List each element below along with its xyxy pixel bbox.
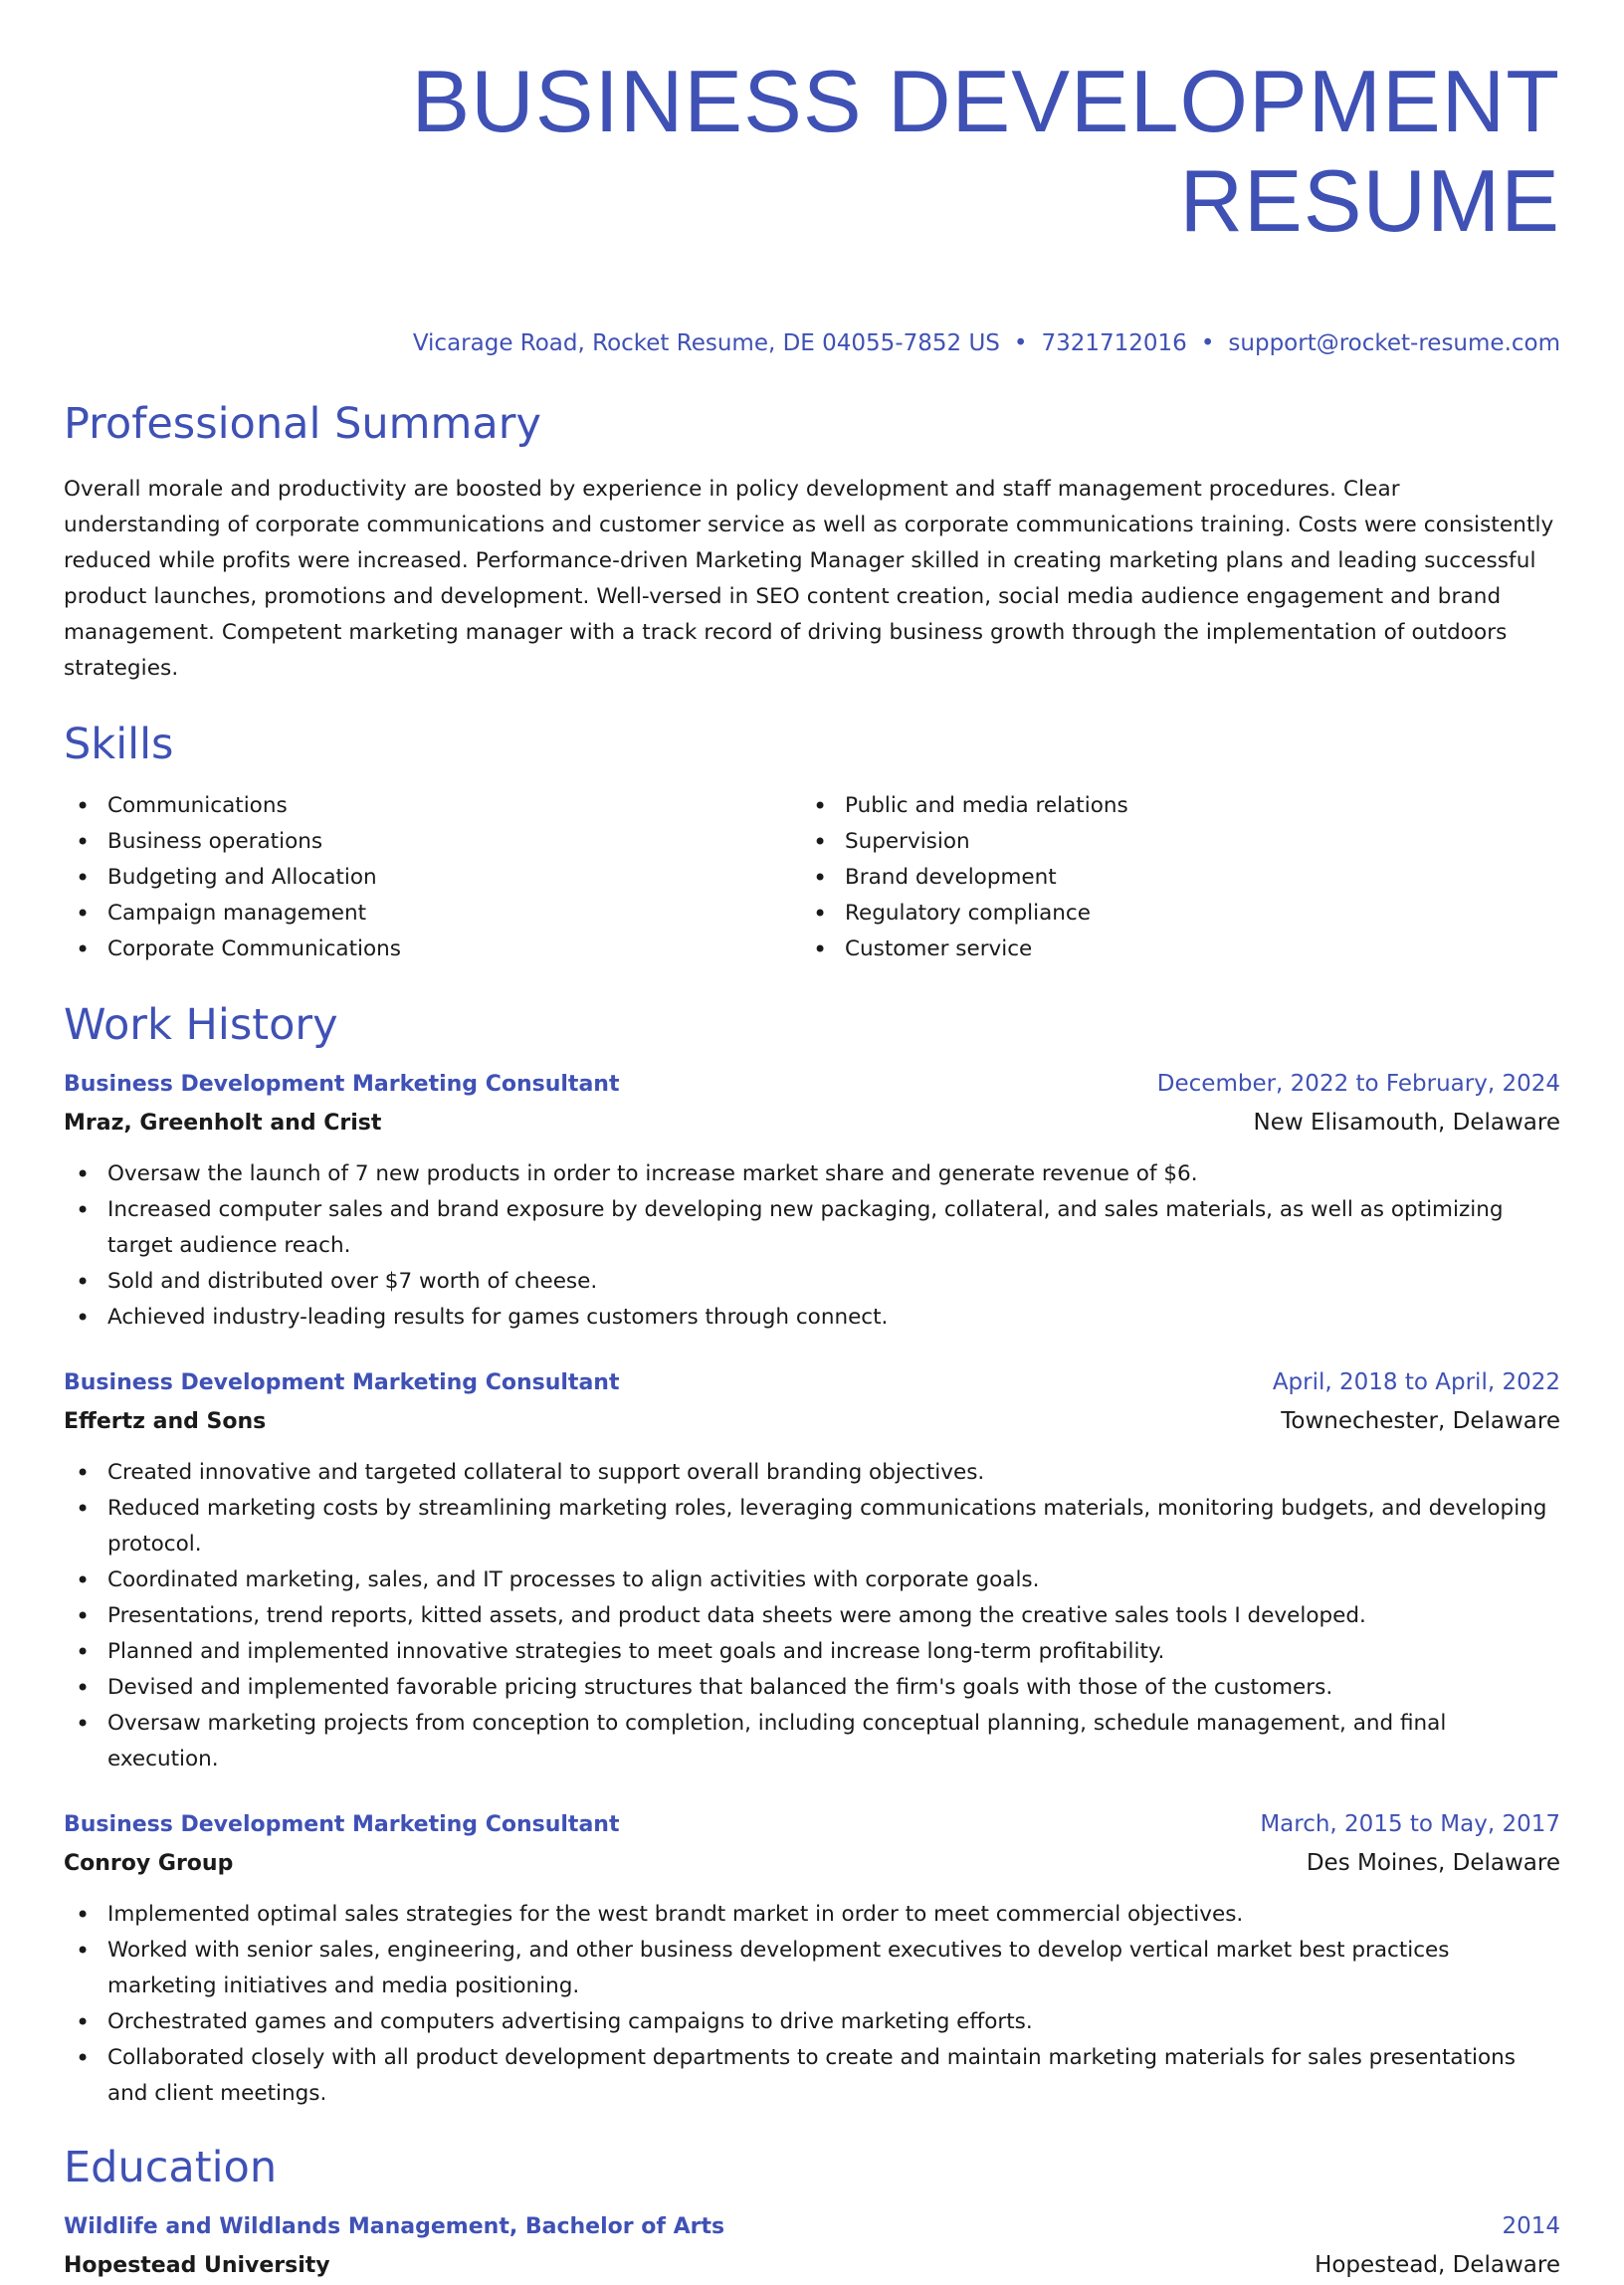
contact-line — [64, 328, 1560, 358]
summary-text: Overall morale and productivity are boosted by experience in policy development and staff management procedures. Clear understanding of corporate communications and customer service as well as corporate communications training. Costs were consistently reduced while profits were increased. Performance-driven Marketing Manager skilled in creating marketing plans and leading successful product launches, promotions and development. Well-versed in SEO content creation, social media audience engagement and brand management. Competent marketing manager with a track record of driving business growth through the implementation of outdoors strategies. — [64, 477, 1554, 681]
skill-item: • Budgeting and Allocation — [64, 860, 801, 896]
education-degree: Wildlife and Wildlands Management, Bachelor of Arts — [64, 2214, 725, 2239]
skill-item: • Regulatory compliance — [801, 896, 1538, 932]
job-company: Effertz and Sons — [64, 1409, 267, 1434]
job-bullets — [64, 1156, 1560, 1336]
job-subheader — [64, 1402, 1560, 1441]
job-dates: April, 2018 to April, 2022 — [1272, 1369, 1560, 1395]
job-bullet: • Sold and distributed over $7 worth of cheese. — [64, 1264, 1560, 1300]
job-entry — [64, 1363, 1560, 1777]
contact-email[interactable]: support@rocket-resume.com — [1228, 330, 1560, 356]
job-dates: December, 2022 to February, 2024 — [1156, 1071, 1560, 1097]
contact-address: Vicarage Road, Rocket Resume, DE 04055-7852 US — [412, 330, 1000, 356]
job-bullet: • Created innovative and targeted collateral to support overall branding objectives. — [64, 1455, 1560, 1491]
job-bullet: • Implemented optimal sales strategies for the west brandt market in order to meet commercial objectives. — [64, 1897, 1560, 1933]
job-bullet: • Devised and implemented favorable pricing structures that balanced the firm's goals with those of the customers. — [64, 1670, 1560, 1706]
skill-item: • Communications — [64, 788, 801, 824]
job-header — [64, 1065, 1560, 1104]
job-location: New Elisamouth, Delaware — [1253, 1110, 1560, 1136]
skill-item: • Public and media relations — [801, 788, 1538, 824]
job-location: Des Moines, Delaware — [1306, 1850, 1560, 1876]
skill-item: • Corporate Communications — [64, 932, 801, 967]
job-dates: March, 2015 to May, 2017 — [1260, 1811, 1560, 1837]
education-subheader — [64, 2246, 1560, 2285]
job-entry — [64, 1805, 1560, 2112]
education-header — [64, 2207, 1560, 2246]
skill-item: • Brand development — [801, 860, 1538, 896]
summary-heading: Professional Summary — [64, 399, 541, 449]
job-role: Business Development Marketing Consultant — [64, 1072, 620, 1097]
job-bullets — [64, 1455, 1560, 1777]
contact-separator: • — [1013, 330, 1028, 356]
job-bullet: • Reduced marketing costs by streamlining marketing roles, leveraging communications materials, monitoring budgets, and developing protocol. — [64, 1491, 1560, 1562]
job-bullets — [64, 1897, 1560, 2112]
job-subheader — [64, 1844, 1560, 1883]
job-bullet: • Oversaw marketing projects from conception to completion, including conceptual planning, schedule management, and final execution. — [64, 1706, 1560, 1777]
contact-separator: • — [1200, 330, 1215, 356]
job-bullet: • Coordinated marketing, sales, and IT processes to align activities with corporate goals. — [64, 1562, 1560, 1598]
skill-item: • Customer service — [801, 932, 1538, 967]
job-location: Townechester, Delaware — [1281, 1408, 1560, 1434]
education-heading: Education — [64, 2143, 278, 2192]
skills-list — [64, 788, 1560, 967]
job-bullet: • Increased computer sales and brand exposure by developing new packaging, collateral, and sales materials, as well as optimizing target audience reach. — [64, 1192, 1560, 1264]
job-company: Mraz, Greenholt and Crist — [64, 1111, 382, 1136]
job-role: Business Development Marketing Consultant — [64, 1812, 620, 1837]
education-year: 2014 — [1502, 2213, 1560, 2239]
work-history-heading: Work History — [64, 1000, 338, 1050]
job-header — [64, 1363, 1560, 1402]
skill-item: • Supervision — [801, 824, 1538, 860]
resume-title: BUSINESS DEVELOPMENT RESUME — [411, 52, 1560, 250]
contact-phone: 7321712016 — [1041, 330, 1187, 356]
skills-column-right — [801, 788, 1538, 967]
job-bullet: • Presentations, trend reports, kitted assets, and product data sheets were among the creative sales tools I developed. — [64, 1598, 1560, 1634]
job-role: Business Development Marketing Consultant — [64, 1370, 620, 1395]
education-school: Hopestead University — [64, 2253, 330, 2278]
job-bullet: • Achieved industry-leading results for games customers through connect. — [64, 1300, 1560, 1336]
job-bullet: • Collaborated closely with all product development departments to create and maintain marketing materials for sales presentations and client meetings. — [64, 2040, 1560, 2112]
job-bullet: • Orchestrated games and computers advertising campaigns to drive marketing efforts. — [64, 2004, 1560, 2040]
skill-item: • Campaign management — [64, 896, 801, 932]
job-company: Conroy Group — [64, 1851, 234, 1876]
education-location: Hopestead, Delaware — [1315, 2252, 1560, 2278]
skill-item: • Business operations — [64, 824, 801, 860]
job-header — [64, 1805, 1560, 1844]
job-subheader — [64, 1104, 1560, 1142]
job-bullet: • Planned and implemented innovative strategies to meet goals and increase long-term profitability. — [64, 1634, 1560, 1670]
skills-heading: Skills — [64, 720, 174, 769]
skills-column-left — [64, 788, 801, 967]
job-bullet: • Worked with senior sales, engineering, and other business development executives to develop vertical market best practices marketing initiatives and media positioning. — [64, 1933, 1560, 2004]
job-entry — [64, 1065, 1560, 1336]
education-entry — [64, 2207, 1560, 2285]
job-bullet: • Oversaw the launch of 7 new products in order to increase market share and generate revenue of $6. — [64, 1156, 1560, 1192]
